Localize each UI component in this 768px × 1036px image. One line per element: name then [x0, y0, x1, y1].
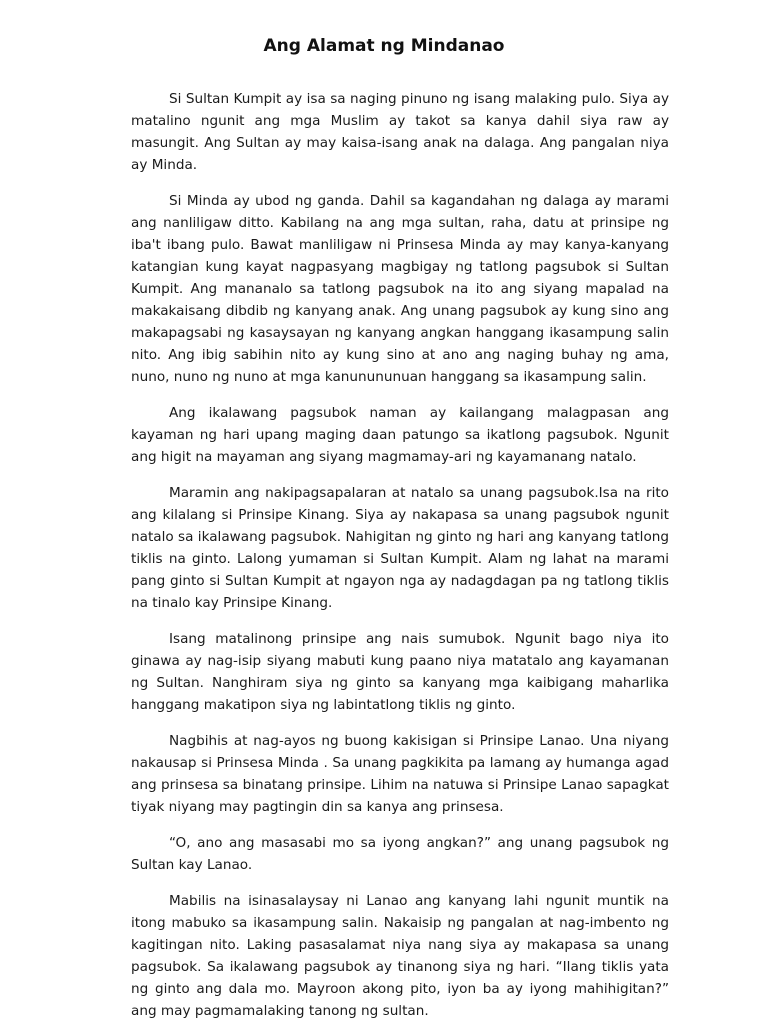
paragraph: Si Sultan Kumpit ay isa sa naging pinuno ng isang malaking pulo. Siya ay matalino ngunit ang mga Muslim ay takot sa kanya dahil siya raw ay masungit. Ang Sultan ay may kaisa-isang anak na dalaga. Ang pangalan niya ay Minda.	[131, 91, 669, 173]
paragraph: “O, ano ang masasabi mo sa iyong angkan?” ang unang pagsubok ng Sultan kay Lanao.	[131, 835, 669, 873]
paragraph: Nagbihis at nag-ayos ng buong kakisigan si Prinsipe Lanao. Una niyang nakausap si Prinsesa Minda . Sa unang pagkikita pa lamang ay humanga agad ang prinsesa sa binatang prinsipe. Lihim na natuwa si Prinsipe Lanao sapagkat tiyak niyang may pagtingin din sa kanya ang prinsesa.	[131, 733, 669, 815]
paragraph: Si Minda ay ubod ng ganda. Dahil sa kagandahan ng dalaga ay marami ang nanliligaw ditto. Kabilang na ang mga sultan, raha, datu at prinsipe ng iba't ibang pulo. Bawat manliligaw ni Prinsesa Minda ay may kanya-kanyang katangian kung kayat nagpasyang magbigay ng tatlong pagsubok si Sultan Kumpit. Ang mananalo sa tatlong pagsubok na ito ang siyang mapalad na makakaisang dibdib ng kanyang anak. Ang unang pagsubok ay kung sino ang makapagsabi ng kasaysayan ng kanyang angkan hanggang ikasampung salin nito. Ang ibig sabihin nito ay kung sino at ano ang naging buhay ng ama, nuno, nuno ng nuno at mga kanunununuan hanggang sa ikasampung salin.	[131, 193, 669, 385]
paragraph: Mabilis na isinasalaysay ni Lanao ang kanyang lahi ngunit muntik na itong mabuko sa ikasampung salin. Nakaisip ng pangalan at nag-imbento ng kagitingan nito. Laking pasasalamat niya nang siya ay makapasa sa unang pagsubok. Sa ikalawang pagsubok ay tinanong siya ng hari. “Ilang tiklis yata ng ginto ang dala mo. Mayroon akong pito, iyon ba ay iyong mahihigitan?” ang may pagmamalaking tanong ng sultan.	[131, 893, 669, 1019]
paragraph: Maramin ang nakipagsapalaran at natalo sa unang pagsubok.Isa na rito ang kilalang si Prinsipe Kinang. Siya ay nakapasa sa unang pagsubok ngunit natalo sa ikalawang pagsubok. Nahigitan ng ginto ng hari ang kanyang tatlong tiklis na ginto. Lalong yumaman si Sultan Kumpit. Alam ng lahat na marami pang ginto si Sultan Kumpit at ngayon nga ay nadagdagan pa ng tatlong tiklis na tinalo kay Prinsipe Kinang.	[131, 485, 669, 611]
paragraph: Isang matalinong prinsipe ang nais sumubok. Ngunit bago niya ito ginawa ay nag-isip siyang mabuti kung paano niya matatalo ang kayamanan ng Sultan. Nanghiram siya ng ginto sa kanyang mga kaibigang maharlika hanggang makatipon siya ng labintatlong tiklis ng ginto.	[131, 631, 669, 713]
paragraph: Ang ikalawang pagsubok naman ay kailangang malagpasan ang kayaman ng hari upang maging daan patungo sa ikatlong pagsubok. Ngunit ang higit na mayaman ang siyang magmamay-ari ng kayamanang natalo.	[131, 405, 669, 465]
document-title: Ang Alamat ng Mindanao	[263, 36, 505, 56]
document-body	[131, 88, 669, 1036]
